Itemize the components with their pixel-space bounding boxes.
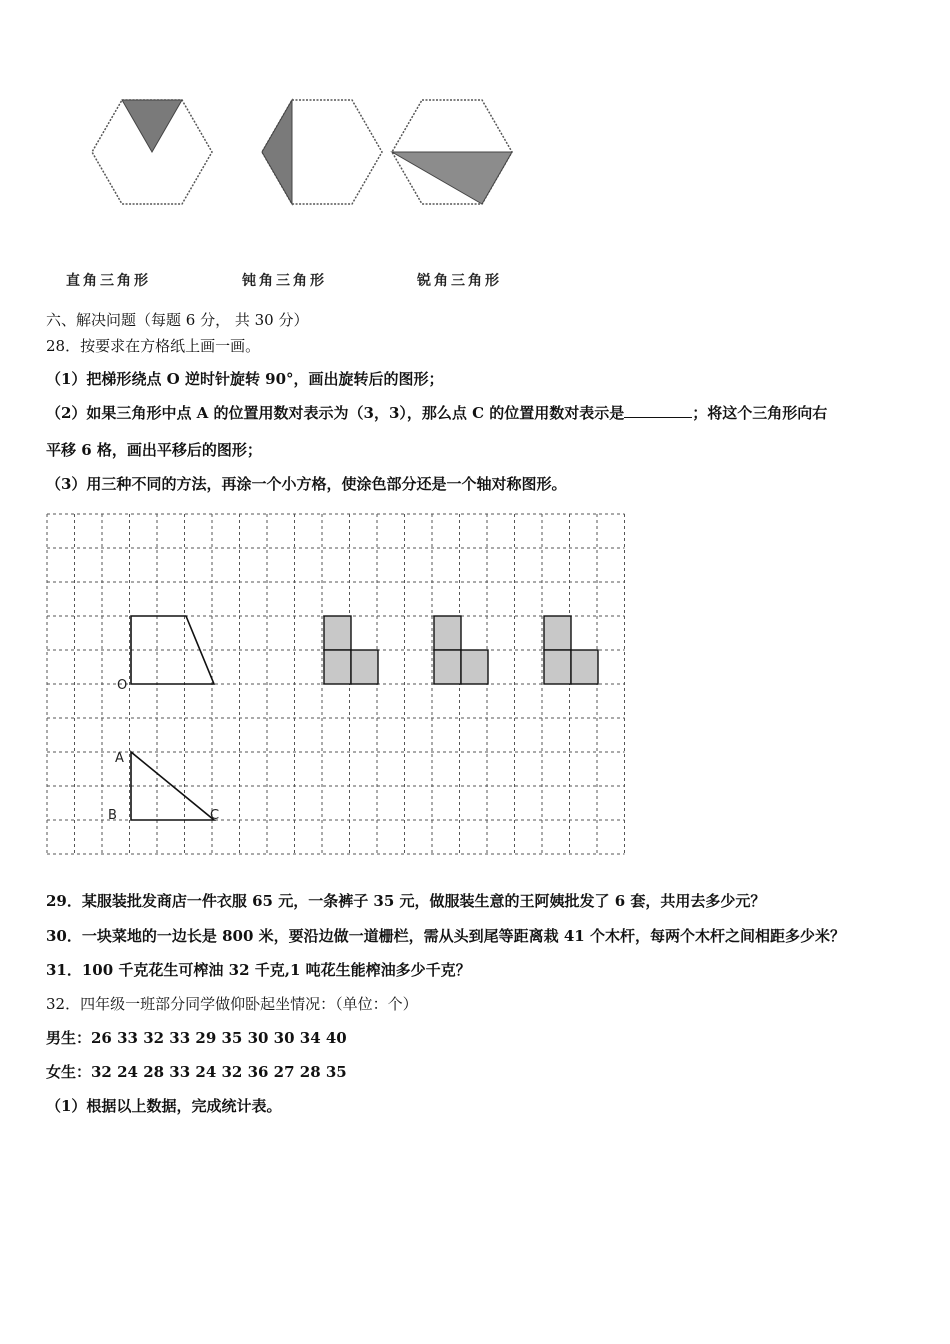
grid-paper [46, 513, 630, 857]
q28-part2-text-a: （2）如果三角形中点 A 的位置用数对表示为（3，3），那么点 C 的位置用数对表示是 [46, 404, 625, 422]
hexagon-label-acute: 锐角三角形 [417, 273, 502, 289]
q32-girls: 女生：32 24 28 33 24 32 36 27 28 35 [46, 1063, 347, 1081]
q32-part1: （1）根据以上数据，完成统计表。 [46, 1097, 282, 1115]
l-shape-2 [434, 616, 488, 684]
q28-part3: （3）用三种不同的方法，再涂一个小方格，使涂色部分还是一个轴对称图形。 [46, 475, 567, 493]
hexagon-label-obtuse: 钝角三角形 [242, 273, 327, 289]
q32-boys: 男生：26 33 32 33 29 35 30 30 34 40 [46, 1029, 347, 1047]
hexagon-figures [40, 90, 530, 215]
point-label-O: O [117, 678, 128, 693]
q28-part1: （1）把梯形绕点 O 逆时针旋转 90°，画出旋转后的图形； [46, 370, 444, 388]
q31: 31．100 千克花生可榨油 32 千克,1 吨花生能榨油多少千克？ [46, 961, 471, 979]
hexagon-acute-triangle [392, 100, 512, 204]
point-label-B: B [108, 808, 117, 823]
q28-part2-cont: 平移 6 格，画出平移后的图形； [46, 441, 262, 459]
q28-part2 [46, 403, 827, 423]
q30: 30．一块菜地的一边长是 800 米，要沿边做一道栅栏，需从头到尾等距离栽 41 个木杆，每两个木杆之间相距多少米？ [46, 927, 845, 945]
answer-blank[interactable] [624, 403, 692, 418]
hexagon-obtuse-triangle [262, 100, 382, 204]
section-heading: 六、解决问题（每题 6 分， 共 30 分） [46, 311, 309, 329]
q32-title: 32．四年级一班部分同学做仰卧起坐情况：（单位：个） [46, 995, 418, 1013]
point-label-C: C [210, 808, 220, 823]
q28-title: 28．按要求在方格纸上画一画。 [46, 337, 261, 355]
q28-part2-text-b: ；将这个三角形向右 [692, 404, 828, 422]
hexagon-right-triangle [92, 100, 212, 204]
l-shape-3 [544, 616, 598, 684]
point-label-A: A [115, 751, 124, 766]
hexagon-label-right: 直角三角形 [66, 273, 151, 289]
l-shape-1 [324, 616, 378, 684]
q29: 29．某服装批发商店一件衣服 65 元，一条裤子 35 元，做服装生意的王阿姨批发了 6 套，共用去多少元？ [46, 892, 766, 910]
